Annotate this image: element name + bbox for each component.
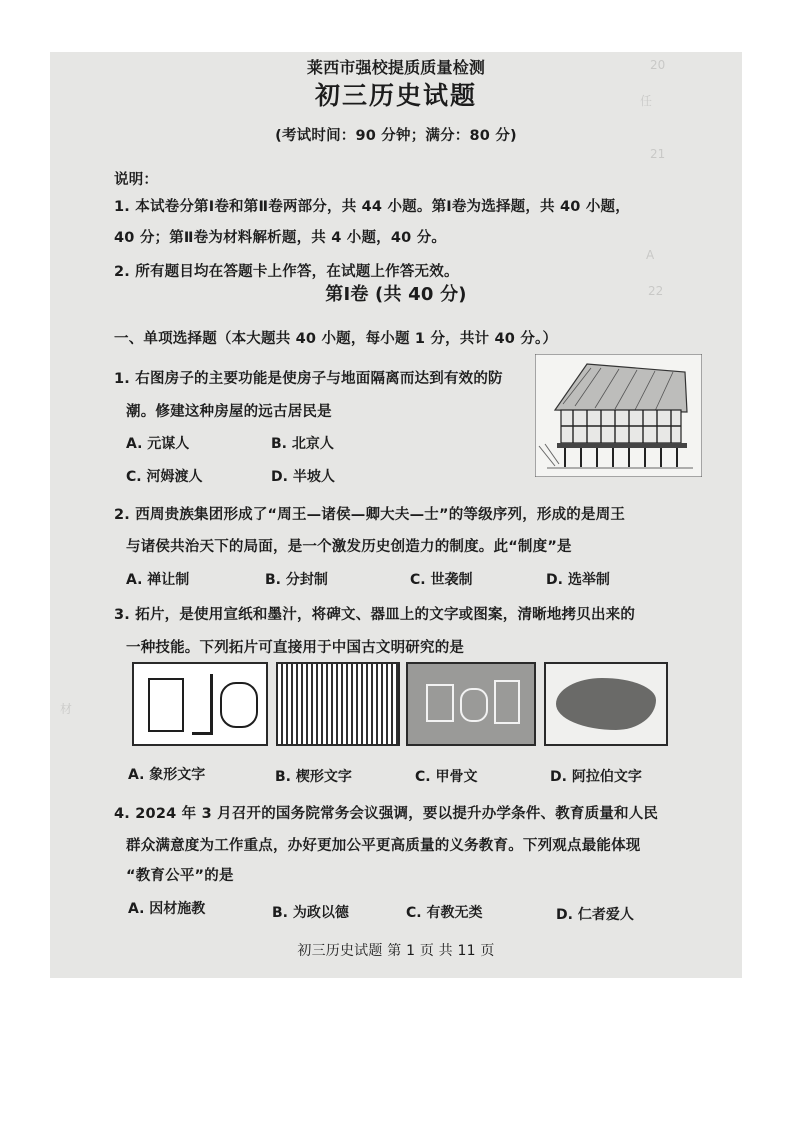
question-2-option-a: A. 禅让制 xyxy=(126,572,190,588)
question-2-option-d: D. 选举制 xyxy=(546,572,610,588)
question-3-option-b: B. 楔形文字 xyxy=(275,769,352,785)
rubbing-image-4 xyxy=(544,662,668,746)
instructions-label: 说明： xyxy=(114,172,159,188)
question-2-stem-line-2: 与诸侯共治天下的局面，是一个激发历史创造力的制度。此“制度”是 xyxy=(126,539,572,555)
question-4-stem-line-1: 4. 2024 年 3 月召开的国务院常务会议强调，要以提升办学条件、教育质量和人民 xyxy=(114,806,659,822)
question-1-option-c: C. 河姆渡人 xyxy=(126,469,203,485)
question-1-stem-line-1: 1. 右图房子的主要功能是使房子与地面隔离而达到有效的防 xyxy=(114,371,503,387)
question-3-stem-line-2: 一种技能。下列拓片可直接用于中国古文明研究的是 xyxy=(126,640,465,656)
question-1-option-d: D. 半坡人 xyxy=(271,469,335,485)
section-heading: 第Ⅰ卷 (共 40 分) xyxy=(325,284,467,305)
instruction-line-3: 2. 所有题目均在答题卡上作答，在试题上作答无效。 xyxy=(114,264,459,280)
page-footer: 初三历史试题 第 1 页 共 11 页 xyxy=(297,943,495,959)
question-4-option-c: C. 有教无类 xyxy=(406,905,483,921)
exam-info: (考试时间：90 分钟；满分：80 分) xyxy=(275,128,517,144)
exam-title: 初三历史试题 xyxy=(314,81,477,110)
question-4-option-b: B. 为政以德 xyxy=(272,905,349,921)
rubbing-image-2 xyxy=(276,662,400,746)
question-1-stem-line-2: 潮。修建这种房屋的远古居民是 xyxy=(126,404,332,420)
stilt-house-illustration xyxy=(535,354,702,477)
question-4-stem-line-2: 群众满意度为工作重点，办好更加公平更高质量的义务教育。下列观点最能体现 xyxy=(126,838,641,854)
question-3-option-a: A. 象形文字 xyxy=(128,767,206,783)
question-1-option-a: A. 元谋人 xyxy=(126,436,190,452)
question-3-option-c: C. 甲骨文 xyxy=(415,769,478,785)
question-2-option-c: C. 世袭制 xyxy=(410,572,473,588)
scanned-exam-page: 20 任 21 A 22 材 莱西市强校提质质量检测 初三历史试题 (考试时间：90 分钟；满分：80 分) 说明： 1. 本试卷分第Ⅰ卷和第Ⅱ卷两部分，共 44 小题。第Ⅰ卷为选择题，共 40 小题， 40 分；第Ⅱ卷为材料解析题，共 4 小题，40 分。 2. 所有题目均在答题卡上作答，在试题上作答无效。 第Ⅰ卷 (共 40 分) 一、单项选择题（本大题共 40 小题，每小题 1 分，共计 40 分。） 1. 右图房子的主要功能是使房子与地面隔离而达到有效的防 潮。修建这种房屋的远古居民是 A. 元谋人 B. 北京人 C. 河姆渡人 D. 半坡人 2. 西周贵族集团形成了“周王—诸侯—卿大夫—士”的等级序列，形成的是周王 与诸侯共治天下的局面，是一个激发历史创造力的制度。此“制度”是 A. 禅让制 B. 分封制 C. 世袭制 D. 选举制 3. 拓片，是使用宣纸和墨汁，将碑文、器皿上的文字或图案，清晰地拷贝出来的 一种技能。下列拓片可直接用于中国古文明研究的是 A. 象形文字 B. 楔形文字 C. 甲骨文 D. 阿拉伯文字 4. 2024 年 3 月召开的国务院常务会议强调，要以提升办学条件、教育质量和人民 群众满意度为工作重点，办好更加公平更高质量的义务教育。下列观点最能体现 “教育公平”的是 A. 因材施教 B. 为政以德 C. 有教无类 D. 仁者爱人 初三历史试题 第 1 页 共 11 页 xyxy=(50,52,742,978)
question-4-stem-line-3: “教育公平”的是 xyxy=(126,868,234,884)
question-4-option-a: A. 因材施教 xyxy=(128,901,206,917)
rubbing-image-1 xyxy=(132,662,268,746)
instruction-line-2: 40 分；第Ⅱ卷为材料解析题，共 4 小题，40 分。 xyxy=(114,230,447,246)
rubbing-image-3 xyxy=(406,662,536,746)
question-3-option-d: D. 阿拉伯文字 xyxy=(550,769,642,785)
instruction-line-1: 1. 本试卷分第Ⅰ卷和第Ⅱ卷两部分，共 44 小题。第Ⅰ卷为选择题，共 40 小题， xyxy=(114,199,630,215)
section-subheading: 一、单项选择题（本大题共 40 小题，每小题 1 分，共计 40 分。） xyxy=(114,331,558,347)
school-name: 莱西市强校提质质量检测 xyxy=(306,58,486,77)
question-2-stem-line-1: 2. 西周贵族集团形成了“周王—诸侯—卿大夫—士”的等级序列，形成的是周王 xyxy=(114,507,626,523)
question-1-option-b: B. 北京人 xyxy=(271,436,334,452)
question-2-option-b: B. 分封制 xyxy=(265,572,328,588)
question-3-stem-line-1: 3. 拓片，是使用宣纸和墨汁，将碑文、器皿上的文字或图案，清晰地拷贝出来的 xyxy=(114,607,636,623)
question-4-option-d: D. 仁者爱人 xyxy=(556,907,634,923)
